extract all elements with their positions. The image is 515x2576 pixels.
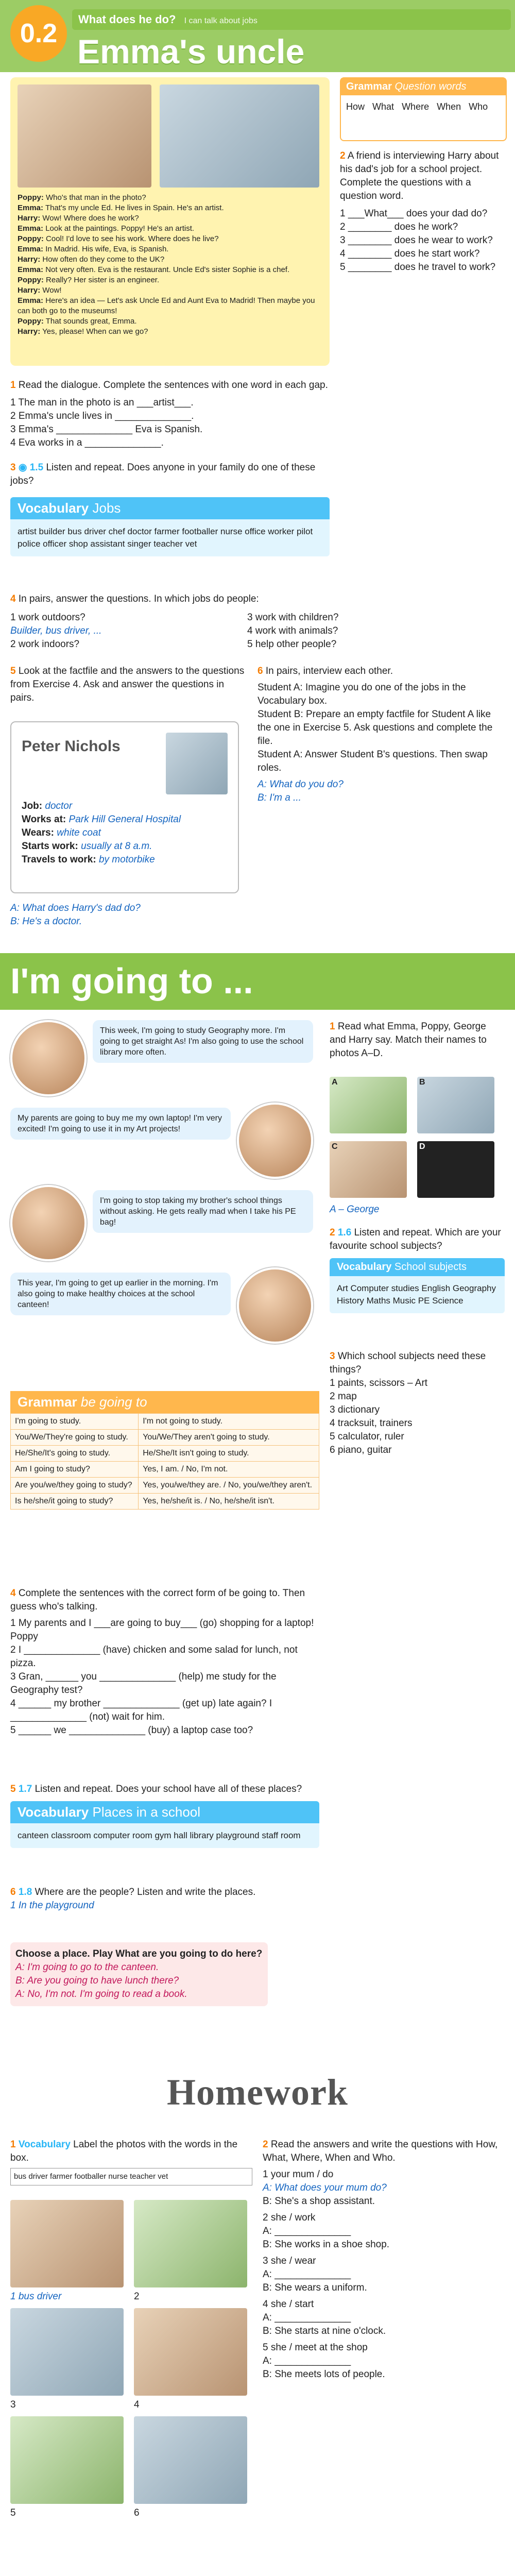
ex2-item[interactable]: 3 ________ does he wear to work? [340,235,493,246]
homework-title: Homework [167,2072,348,2113]
going-ex2: 2 1.6 Listen and repeat. Which are your favourite school subjects? Vocabulary School subjects Art Computer studies English Geography History Maths Music PE Science [330,1226,505,1313]
going-ex3: 3 Which school subjects need these things? 1 paints, scissors – Art 2 map 3 dictionary 4 tracksuit, trainers 5 calculator, ruler 6 piano, guitar [330,1351,486,1455]
ex4-item[interactable]: 5 ______ we ______________ (buy) a laptop case too? [10,1725,253,1736]
hw-photo-3 [10,2308,124,2396]
exercise-4: 4 In pairs, answer the questions. In which jobs do people: 1 work outdoors? Builder, bus driver, ... 2 work indoors? 3 work with children? 4 work with animals? 5 help other people? [10,594,339,650]
lesson-subtitle: What does he do? [78,13,176,26]
hw-label[interactable]: 3 [10,2399,16,2410]
going-ex5: 5 1.7 Listen and repeat. Does your school have all of these places? Vocabulary Places in a school canteen classroom computer room gym hall library playground staff room [10,1783,319,1848]
exercise-2: 2 A friend is interviewing Harry about his dad's job for a school project. Complete the questions with a question word. 1 ___What___ does your dad do? 2 ________ does he work? 3 ________ does he wear to work? 4 ________ does he start work? 5 ________ does he travel to work? [340,149,505,274]
dialogue-line: Emma: That's my uncle Ed. He lives in Spain. He's an artist. [18,204,224,212]
going-ex1: 1 Read what Emma, Poppy, George and Harry say. Match their names to photos A–D. A B C D A – George [330,1020,505,1060]
lesson-badge: 0.2 [10,5,67,62]
dialogue-line: Poppy: Who's that man in the photo? [18,193,146,202]
object-b [417,1077,494,1133]
hw-answer[interactable]: A: ______________ [263,2269,351,2280]
lesson-header [0,0,515,72]
object-d [417,1141,494,1198]
hw-label[interactable]: 2 [134,2291,140,2302]
ex1-item[interactable]: 2 Emma's uncle lives in ______________. [10,411,194,421]
going-ex6: 6 1.8 Where are the people? Listen and write the places. 1 In the playground [10,1887,256,1911]
dialogue-line: Emma: In Madrid. His wife, Eva, is Spanish. [18,245,169,253]
table-row: I'm going to study. I'm not going to study. [11,1414,319,1430]
going-title: I'm going to ... [10,961,253,1001]
hw-answer[interactable]: A: ______________ [263,2355,351,2366]
factfile-photo [166,733,228,794]
vocab-jobs: Vocabulary Jobs artist builder bus driver chef doctor farmer footballer nurse office worker pilot police officer shop assistant singer teacher vet [10,497,330,556]
ex1-item[interactable]: 1 The man in the photo is an ___artist___. [10,397,194,408]
lesson-title: Emma's uncle [77,32,305,71]
bubble-4: This year, I'm going to get up earlier in the morning. I'm also going to make healthy choices at the school canteen! [10,1273,231,1315]
factfile-name: Peter Nichols [22,738,121,755]
speaking-box: Choose a place. Play What are you going to do here? A: I'm going to go to the canteen. B: Are you going to have lunch there? A: No, I'm not. I'm going to read a book. [10,1942,268,2006]
table-row: You/We/They're going to study. You/We/They aren't going to study. [11,1430,319,1446]
speech-bubbles [10,1020,319,1350]
ex2-item[interactable]: 1 ___What___ does your dad do? [340,208,488,219]
hw-answer[interactable]: A: ______________ [263,2312,351,2323]
uncle-photo [18,84,151,188]
going-header [0,953,515,1010]
ex2-item[interactable]: 4 ________ does he start work? [340,248,480,259]
table-row: Is he/she/it going to study? Yes, he/she/it is. / No, he/she/it isn't. [11,1494,319,1510]
lesson-subtitle-bar [72,9,511,30]
dialogue-box [10,77,330,366]
hw-ex2: 2 Read the answers and write the questions with How, What, Where, When and Who. 1 your mum / do A: What does your mum do? B: She's a shop assistant. 2 she / work A: ______________ B: She works in a shoe shop. 3 she / wear A: ______________ B: She wears a uniform. 4 she / start A: ______________ B: She starts at nine o'clock. 5 she / meet at the shop A: ______________ B: She meets lots of people. [263,2138,505,2381]
grammar-table [10,1413,319,1510]
ex1-item[interactable]: 3 Emma's ______________ Eva is Spanish. [10,424,203,435]
grammar-qw-head: Grammar Question words [341,78,506,95]
grammar-going-to: Grammar be going to I'm going to study. I'm not going to study. You/We/They're going to study. You/We/They aren't going to study. He/She/It's going to study. He/She/It isn't going to study. Am I going to study? Yes, I am. / No, I'm not. Are you/we/they going to study? Yes, you/we/they are. / No, you/we/they aren't. Is he/she/it going to study? Yes, he/she/it is. / No, he/she/it isn't. [10,1391,319,1510]
dialogue-line: Emma: Here's an idea — Let's ask Uncle Ed and Aunt Eva to Madrid! Then maybe you can both go to the museums! [18,296,315,315]
ex4-item[interactable]: 3 Gran, ______ you ______________ (help) me study for the Geography test? [10,1671,277,1696]
hw-label[interactable]: 6 [134,2507,140,2518]
ex4-item[interactable]: 4 ______ my brother ______________ (get up) late again? I ______________ (not) wait for him. [10,1698,272,1722]
audio-icon[interactable]: ◉ [18,462,27,473]
lesson-subtitle-tag: I can talk about jobs [184,16,258,25]
ex2-item[interactable]: 2 ________ does he work? [340,222,458,232]
exercise-6: 6 In pairs, interview each other. Student A: Imagine you do one of the jobs in the Vocabulary box. Student B: Prepare an empty factfile for Student A like the one in Exercise 5. Ask questions and complete the file. Student A: Answer Student B's questions. Then swap roles. A: What do you do? B: I'm a ... [258,666,493,803]
object-c [330,1141,407,1198]
dialogue-line: Emma: Not very often. Eva is the restaurant. Uncle Ed's sister Sophie is a chef. [18,265,290,274]
dialogue-line: Poppy: Cool! I'd love to see his work. Where does he live? [18,234,219,243]
dialogue-line: Harry: Wow! [18,286,62,295]
ex2-item[interactable]: 5 ________ does he travel to work? [340,262,496,273]
bubble-1: This week, I'm going to study Geography more. I'm going to get straight As! I'm also going to use the school library more often. [93,1020,313,1063]
photo-b [237,1103,313,1179]
dialogue-line: Poppy: Really? Her sister is an engineer. [18,276,160,284]
photo-a [10,1020,87,1096]
ex4-item[interactable]: 1 My parents and I ___are going to buy___ (go) shopping for a laptop! Poppy [10,1618,314,1642]
hw-label[interactable]: 1 bus driver [10,2291,62,2302]
exercise-1: 1 Read the dialogue. Complete the sentences with one word in each gap. 1 The man in the photo is an ___artist___. 2 Emma's uncle lives in ______________. 3 Emma's ______________ Eva is Spanish. 4 Eva works in a ______________. [10,379,330,450]
dialogue-line: Emma: Look at the paintings. Poppy! He's an artist. [18,224,195,233]
dialogue-line: Harry: Yes, please! When can we go? [18,327,148,336]
dialogue-line: Harry: How often do they come to the UK? [18,255,165,264]
table-row: Am I going to study? Yes, I am. / No, I'm not. [11,1462,319,1478]
photo-d [237,1267,313,1344]
hw-photo-6 [134,2416,247,2504]
dialogue-list [18,193,321,337]
going-ex4: 4 Complete the sentences with the correct form of be going to. Then guess who's talking. 1 My parents and I ___are going to buy___ (go) shopping for a laptop! Poppy 2 I ______________ (have) chicken and some salad for lunch, not pizza. 3 Gran, ______ you ______________ (help) me study for the Geography test? 4 ______ my brother ______________ (get up) late again? I ______________ (not) wait for him. 5 ______ we ______________ (buy) a laptop case too? [10,1587,319,1737]
ex4-item[interactable]: 2 I ______________ (have) chicken and some salad for lunch, not pizza. [10,1645,298,1669]
photo-c [10,1185,87,1261]
ex1-item[interactable]: 4 Eva works in a ______________. [10,437,164,448]
dialogue-line: Poppy: That sounds great, Emma. [18,317,137,326]
factfile-card: Peter Nichols Job: doctor Works at: Park Hill General Hospital Wears: white coat Starts work: usually at 8 a.m. Travels to work: by motorbike [10,721,239,893]
object-a [330,1077,407,1133]
bubble-2: My parents are going to buy me my own laptop! I'm very excited! I'm going to use it in my Art projects! [10,1108,231,1140]
bubble-3: I'm going to stop taking my brother's school things without asking. He gets really mad when I take his PE bag! [93,1190,313,1233]
grammar-qw-words: How What Where When Who [346,101,488,112]
grammar-question-words [340,77,507,141]
exercise-5: 5 Look at the factfile and the answers to the questions from Exercise 4. Ask and answer the questions in pairs. Peter Nichols Job: doctor Works at: Park Hill General Hospital Wears: white coat Starts work: usually at 8 a.m. Travels to work: by motorbike A: What does Harry's dad do? B: He's a doctor. [10,666,245,927]
exercise-3: 3 ◉ 1.5 Listen and repeat. Does anyone in your family do one of these jobs? [10,462,316,486]
hw-photo-2 [134,2200,247,2287]
table-row: He/She/It's going to study. He/She/It isn't going to study. [11,1446,319,1462]
hw-photo-1 [10,2200,124,2287]
hw-answer[interactable]: A: ______________ [263,2226,351,2236]
hw-photo-5 [10,2416,124,2504]
dialogue-line: Harry: Wow! Where does he work? [18,214,139,223]
hw-photo-4 [134,2308,247,2396]
table-row: Are you/we/they going to study? Yes, you/we/they are. / No, you/we/they aren't. [11,1478,319,1494]
kids-photo [160,84,319,188]
hw-label[interactable]: 5 [10,2507,16,2518]
hw-label[interactable]: 4 [134,2399,140,2410]
hw-ex1: 1 Vocabulary Label the photos with the words in the box. bus driver farmer footballer nurse teacher vet 1 bus driver 2 3 4 5 6 [10,2138,252,2185]
